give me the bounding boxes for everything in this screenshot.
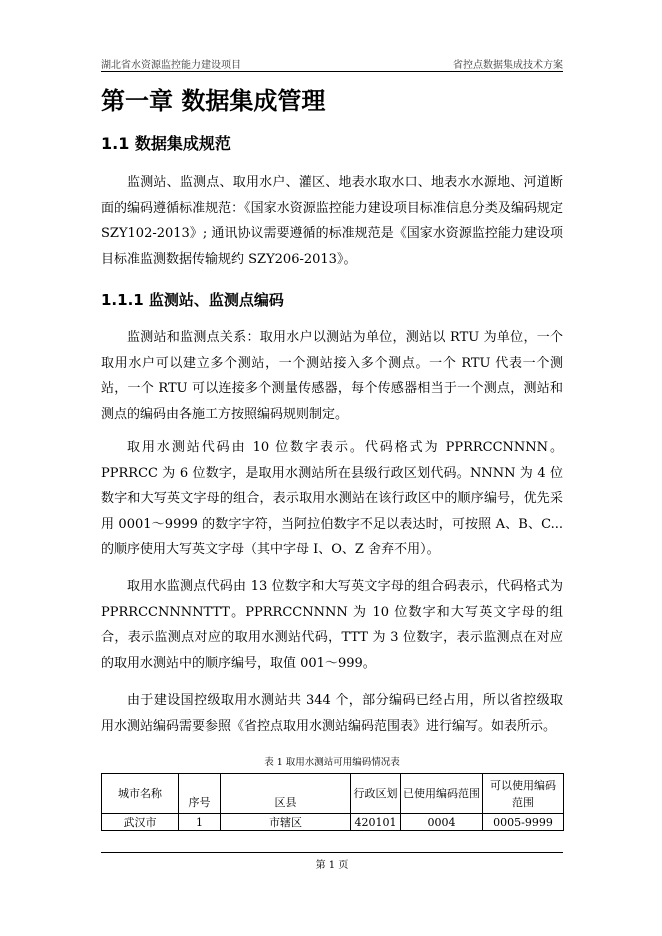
column-header: 序号 [179,774,221,814]
table-cell: 420101 [351,814,401,831]
header-document-name: 省控点数据集成技术方案 [453,60,563,71]
column-header: 区县 [221,774,351,814]
page-number: 第 1 页 [315,860,349,871]
table-cell: 市辖区 [221,814,351,831]
table-cell: 0005-9999 [483,814,564,831]
paragraph-standards: 监测站、监测点、取用水户、灌区、地表水取水口、地表水水源地、河道断面的编码遵循标准规范：《国家水资源监控能力建设项目标准信息分类及编码规定 SZY102-2013》; 通讯协议需要遵循的标准规范是《国家水资源监控能力建设项目标准监测数据传输规约 SZY206-2013》。 [101,175,563,267]
footer-divider [101,852,563,853]
paragraph-station-relation: 监测站和监测点关系：取用水户以测站为单位，测站以 RTU 为单位，一个取用水户可以建立多个测站，一个测站接入多个测点。一个 RTU 代表一个测站，一个 RTU 可以连接多个测量传感器，每个传感器相当于一个测点，测站和测点的编码由各施工方按照编码规则制定。 [101,330,563,422]
subsection-heading: 1.1.1 监测站、监测点编码 [101,291,284,309]
table-cell: 0004 [401,814,483,831]
page-header [101,52,563,70]
column-header: 城市名称 [102,774,179,814]
table-row [102,814,564,831]
paragraph-station-code: 取用水测站代码由 10 位数字表示。代码格式为 PPRRCCNNNN。PPRRCC 为 6 位数字，是取用水测站所在县级行政区划代码。NNNN 为 4 位数字和大写英文字母的组合，表示取用水测站在该行政区中的顺序编号，优先采用 0001～9999 的数字字符，当阿拉伯数字不足以表达时，可按照 A、B、C...的顺序使用大写英文字母（其中字母 I、O、Z 舍弃不用）。 [101,440,563,557]
chapter-title: 第一章 数据集成管理 [101,87,326,115]
table-caption: 表 1 取用水测站可用编码情况表 [264,757,400,768]
paragraph-code-range: 由于建设国控级取用水测站共 344 个，部分编码已经占用，所以省控级取用水测站编码需要参照《省控点取用水测站编码范围表》进行编写。如表所示。 [101,693,563,734]
paragraph-point-code: 取用水监测点代码由 13 位数字和大写英文字母的组合码表示，代码格式为 PPRRCCNNNNTTT。PPRRCCNNNN 为 10 位数字和大写英文字母的组合，表示监测点对应的取用水测站代码，TTT 为 3 位数字，表示监测点在对应的取用水测站中的顺序编号，取值 001～999。 [101,579,563,671]
column-header: 行政区划 [351,774,401,814]
column-header: 可以使用编码范围 [483,774,564,814]
column-header: 已使用编码范围 [401,774,483,814]
table-header-row [102,774,564,814]
header-project-name: 湖北省水资源监控能力建设项目 [101,60,241,71]
header-divider [101,71,563,72]
table-cell: 1 [179,814,221,831]
code-range-table [101,773,564,831]
section-heading: 1.1 数据集成规范 [101,134,231,153]
table-cell: 武汉市 [102,814,179,831]
